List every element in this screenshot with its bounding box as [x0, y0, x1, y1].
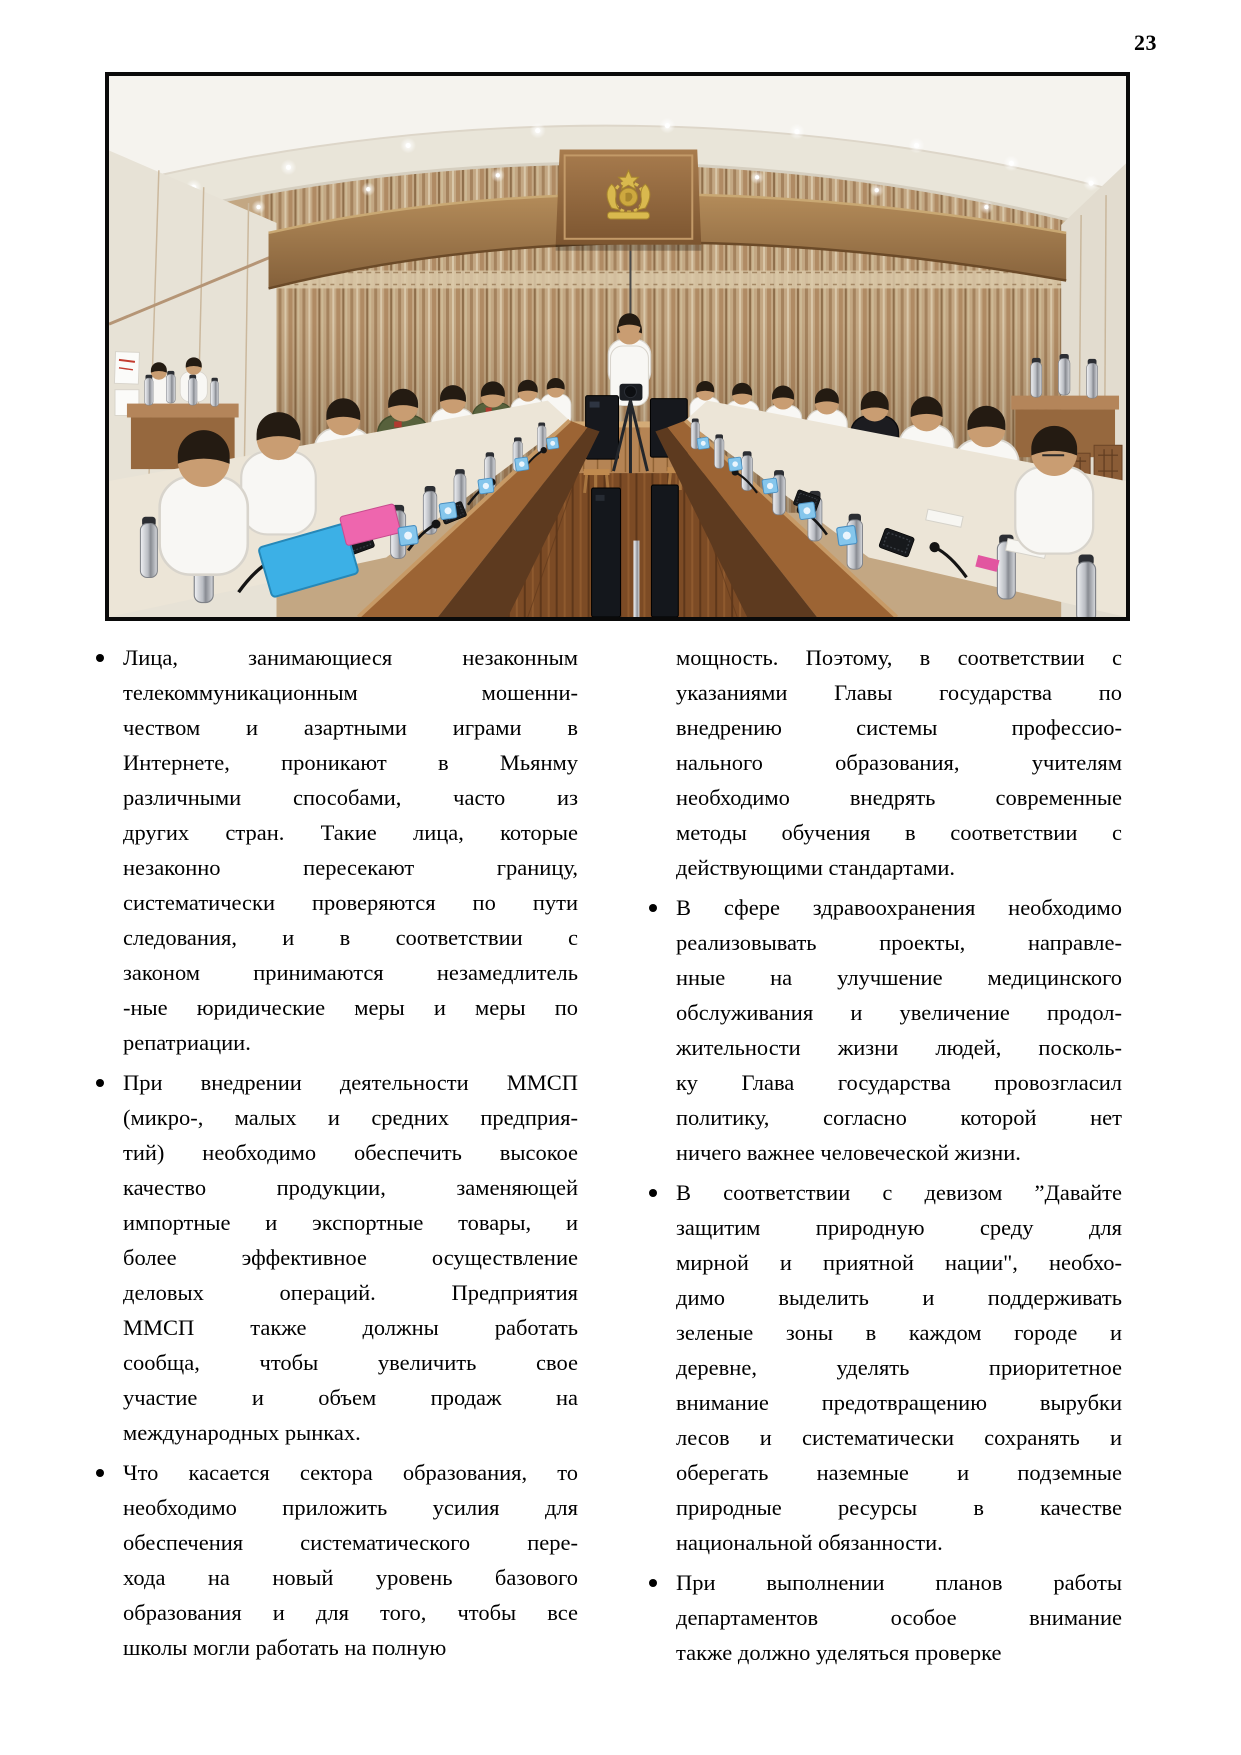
text-line: Лица, занимающиеся незаконным — [123, 645, 578, 670]
text-line: различными способами, часто из — [123, 785, 578, 810]
text-line: более эффективное осуществление — [123, 1245, 578, 1270]
text-line: мирной и приятной нации", необхо- — [676, 1250, 1122, 1275]
text-line: (микро-, малых и средних предприя- — [123, 1105, 578, 1130]
bullet-item — [638, 1565, 1122, 1670]
text-line: деловых операций. Предприятия — [123, 1280, 578, 1305]
text-column-right — [638, 640, 1122, 1670]
text-line: лесов и систематически сохранять и — [676, 1425, 1122, 1450]
body-text — [85, 640, 1122, 1670]
text-line: обслуживания и увеличение продол- — [676, 1000, 1122, 1025]
text-line: Что касается сектора образования, то — [123, 1460, 578, 1485]
text-line: ку Глава государства провозгласил — [676, 1070, 1122, 1095]
text-line: телекоммуникационным мошенни- — [123, 680, 578, 705]
bullet-item — [85, 1065, 578, 1450]
text-line: систематически проверяются по пути — [123, 890, 578, 915]
text-line: указаниями Главы государства по — [676, 680, 1122, 705]
text-line: также должно уделяться проверке — [676, 1640, 1002, 1665]
bullet-marker — [649, 1189, 657, 1197]
text-line: политику, согласно которой нет — [676, 1105, 1122, 1130]
text-line: В соответствии с девизом ”Давайте — [676, 1180, 1122, 1205]
text-line: димо выделить и поддерживать — [676, 1285, 1122, 1310]
text-line: следования, и в соответствии с — [123, 925, 578, 950]
text-line: образования и для того, чтобы все — [123, 1600, 578, 1625]
text-line: необходимо приложить усилия для — [123, 1495, 578, 1520]
text-line: Интернете, проникают в Мьянму — [123, 750, 578, 775]
text-line: деревне, уделять приоритетное — [676, 1355, 1122, 1380]
floor-stand — [633, 541, 639, 617]
bullet-item — [638, 890, 1122, 1170]
text-line: В сфере здравоохранения необходимо — [676, 895, 1122, 920]
text-line: сообща, чтобы увеличить свое — [123, 1350, 578, 1375]
text-line: незаконно пересекают границу, — [123, 855, 578, 880]
page-number: 23 — [1134, 30, 1157, 55]
text-line: репатриации. — [123, 1030, 251, 1055]
text-line: других стран. Такие лица, которые — [123, 820, 578, 845]
text-line: департаментов особое внимание — [676, 1605, 1122, 1630]
text-line: ничего важнее человеческой жизни. — [676, 1140, 1021, 1165]
text-line: школы могли работать на полную — [123, 1635, 447, 1660]
text-line: нные на улучшение медицинского — [676, 965, 1122, 990]
text-line: При выполнении планов работы — [676, 1570, 1122, 1595]
bullet-marker — [96, 1079, 104, 1087]
text-line: качество продукции, заменяющей — [123, 1175, 578, 1200]
text-line: реализовывать проекты, направле- — [676, 930, 1122, 955]
text-line: хода на новый уровень базового — [123, 1565, 578, 1590]
continuation-paragraph — [638, 640, 1122, 885]
text-line: действующими стандартами. — [676, 855, 955, 880]
text-line: нального образования, учителям — [676, 750, 1122, 775]
meeting-photo-graphic — [109, 76, 1126, 617]
text-line: участие и объем продаж на — [123, 1385, 578, 1410]
text-line: жительности жизни людей, посколь- — [676, 1035, 1122, 1060]
text-line: законом принимаются незамедлитель — [123, 960, 578, 985]
text-column-left — [85, 640, 578, 1670]
text-line: методы обучения в соответствии с — [676, 820, 1122, 845]
text-line: зеленые зоны в каждом городе и — [676, 1320, 1122, 1345]
text-line: необходимо внедрять современные — [676, 785, 1122, 810]
text-line: тий) необходимо обеспечить высокое — [123, 1140, 578, 1165]
text-line: импортные и экспортные товары, и — [123, 1210, 578, 1235]
text-line: При внедрении деятельности ММСП — [123, 1070, 578, 1095]
text-line: международных рынках. — [123, 1420, 361, 1445]
bullet-item — [85, 1455, 578, 1665]
text-line: защитим природную среду для — [676, 1215, 1122, 1240]
text-line: обеспечения систематического пере- — [123, 1530, 578, 1555]
bullet-marker — [649, 904, 657, 912]
text-line: мощность. Поэтому, в соответствии с — [676, 645, 1122, 670]
text-line: внедрению системы профессио- — [676, 715, 1122, 740]
text-line: ММСП также должны работать — [123, 1315, 578, 1340]
meeting-photo — [105, 72, 1130, 621]
bullet-marker — [96, 654, 104, 662]
bullet-item — [638, 1175, 1122, 1560]
text-line: природные ресурсы в качестве — [676, 1495, 1122, 1520]
text-line: оберегать наземные и подземные — [676, 1460, 1122, 1485]
bullet-item — [85, 640, 578, 1060]
text-line: внимание предотвращению вырубки — [676, 1390, 1122, 1415]
bullet-marker — [649, 1579, 657, 1587]
text-line: национальной обязанности. — [676, 1530, 943, 1555]
text-line: -ные юридические меры и меры по — [123, 995, 578, 1020]
text-line: чеством и азартными играми в — [123, 715, 578, 740]
bullet-marker — [96, 1469, 104, 1477]
